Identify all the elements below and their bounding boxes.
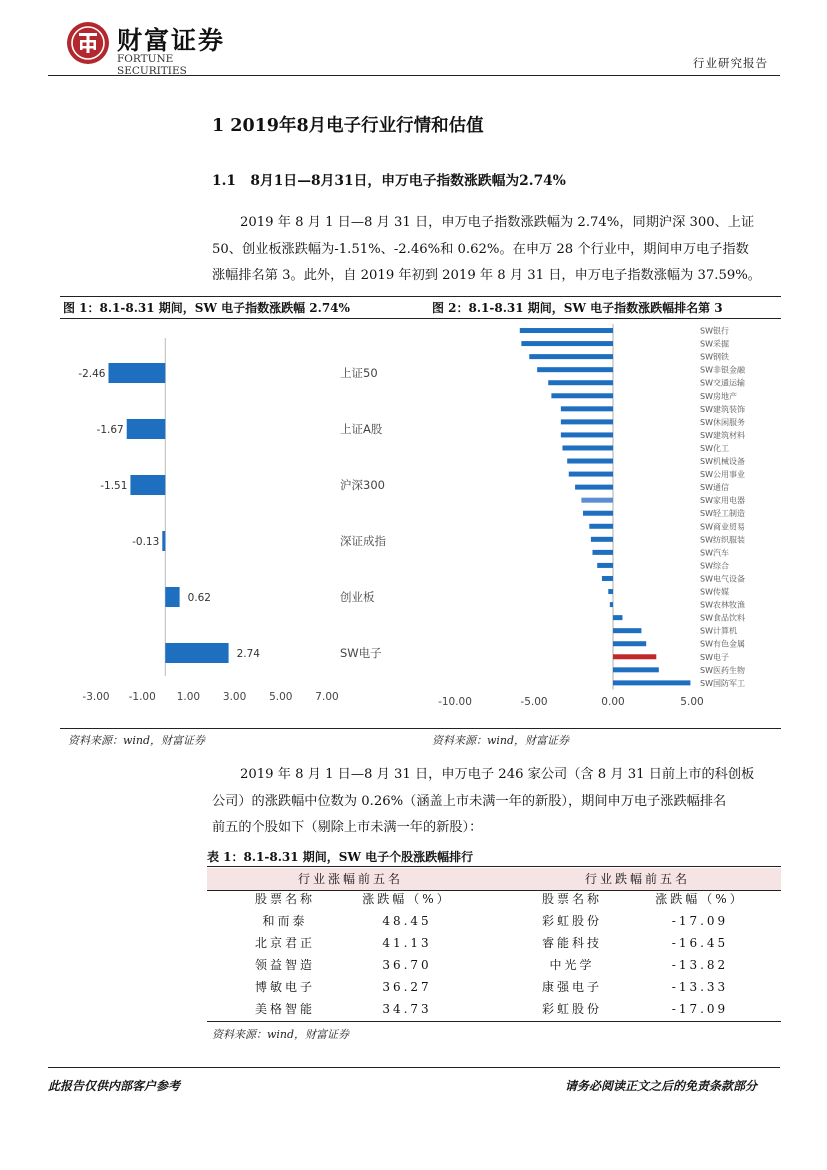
table-cell: 睿能科技: [541, 936, 602, 950]
data-label: 0.62: [187, 592, 212, 604]
table-cell: 41.13: [382, 936, 432, 950]
category-label: 沪深300: [340, 478, 385, 492]
table-cell: -17.09: [671, 914, 729, 928]
category-label: SW建筑材料: [700, 430, 745, 440]
table-row: [207, 954, 781, 976]
x-tick-label: 7.00: [315, 691, 339, 703]
category-label: SW通信: [700, 483, 729, 493]
bar-SW农林牧渔: [610, 602, 613, 607]
bar-SW公用事业: [569, 472, 613, 477]
category-label: SW国防军工: [700, 678, 745, 688]
category-label: SW家用电器: [700, 496, 745, 506]
header-rule: [48, 75, 780, 76]
bar-SW交通运输: [548, 380, 613, 385]
figure-title-rule: [60, 318, 781, 319]
figure-2-chart: [430, 320, 781, 725]
figure-bottom-rule: [60, 728, 781, 729]
table-row: [207, 932, 781, 954]
table-cell: -17.09: [671, 1002, 729, 1016]
bar-SW建筑装饰: [561, 406, 613, 411]
table-cell: 康强电子: [541, 980, 602, 994]
data-label: -1.51: [100, 480, 128, 492]
table-1-source: 资料来源：wind，财富证券: [212, 1028, 350, 1041]
logo-chinese-name: 财富证券: [117, 26, 226, 55]
table-cell: 股票名称: [254, 892, 315, 906]
footer-left: 此报告仅供内部客户参考: [48, 1079, 181, 1093]
table-cell: 博敏电子: [254, 980, 315, 994]
bar-SW电子: [165, 643, 228, 663]
paragraph-1: [212, 210, 780, 290]
table-row: [207, 976, 781, 998]
category-label: SW医药生物: [700, 665, 745, 675]
paragraph-line: 前五的个股如下（剔除上市未满一年的新股）：: [212, 820, 483, 835]
category-label: SW非银金融: [700, 365, 745, 375]
bar-SW电子: [613, 654, 656, 659]
x-tick-label: 5.00: [680, 696, 704, 708]
category-label: SW休闲服务: [700, 417, 745, 427]
paragraph-line: 50、创业板涨跌幅为-1.51%、-2.46%和 0.62%。在申万 28 个行业中，期间申万电子指数: [212, 241, 749, 257]
bar-SW通信: [575, 485, 613, 490]
table-cell: 36.70: [382, 958, 432, 972]
x-tick-label: -10.00: [438, 696, 472, 708]
category-label: SW综合: [700, 561, 729, 571]
table-cell: 彩虹股份: [541, 914, 602, 928]
category-label: SW商业贸易: [700, 522, 745, 532]
paragraph-line: 公司）的涨跌幅中位数为 0.26%（涵盖上市未满一年的新股），期间申万电子涨跌幅排名: [212, 793, 727, 809]
logo-emblem-icon: [65, 20, 111, 66]
bar-SW医药生物: [613, 667, 659, 672]
table-cell: 股票名称: [541, 892, 602, 906]
bar-SW传媒: [608, 589, 613, 594]
x-tick-label: 3.00: [222, 691, 247, 703]
table-cell: 34.73: [382, 1002, 432, 1016]
category-label: SW纺织服装: [700, 535, 745, 545]
table-group-header: 行业涨幅前五名: [297, 872, 403, 886]
category-label: 创业板: [340, 590, 375, 604]
table-column-header-row: [207, 888, 781, 910]
table-group-header: 行业跌幅前五名: [584, 872, 690, 886]
table-cell: 中光学: [549, 958, 595, 972]
category-label: SW电气设备: [700, 574, 745, 584]
table-cell: 和而泰: [262, 914, 308, 928]
category-label: SW钢铁: [700, 352, 729, 362]
category-label: SW传媒: [700, 587, 729, 597]
bar-SW非银金融: [537, 367, 613, 372]
table-group-header-row: [207, 868, 781, 890]
table-top-rule: [207, 866, 781, 867]
table-cell: -13.33: [671, 980, 729, 994]
footer-rule: [48, 1067, 780, 1068]
bar-上证A股: [127, 419, 166, 439]
footer-right: 请务必阅读正文之后的免责条款部分: [565, 1079, 758, 1093]
table-1-title: 表 1：8.1-8.31 期间，SW 电子个股涨跌幅排行: [207, 850, 474, 864]
figure-top-rule: [60, 296, 781, 297]
table-cell: -13.82: [671, 958, 729, 972]
bar-SW钢铁: [529, 354, 613, 359]
data-label: -1.67: [96, 424, 124, 436]
table-cell: 涨跌幅（%）: [362, 892, 452, 906]
bar-SW综合: [597, 563, 613, 568]
section-title: 1 2019年8月电子行业行情和估值: [212, 116, 484, 136]
bar-创业板: [165, 587, 179, 607]
category-label: SW公用事业: [700, 470, 745, 480]
table-cell: -16.45: [671, 936, 729, 950]
bar-SW房地产: [551, 393, 613, 398]
paragraph-line: 涨幅排名第 3。此外，自 2019 年初到 2019 年 8 月 31 日，申万电子指数涨幅为 37.59%。: [212, 268, 761, 283]
category-label: SW计算机: [700, 626, 737, 636]
figure-1-title: 图 1：8.1-8.31 期间，SW 电子指数涨跌幅 2.74%: [63, 301, 350, 315]
figure-2-title: 图 2：8.1-8.31 期间，SW 电子指数涨跌幅排名第 3: [432, 301, 723, 315]
category-label: SW电子: [340, 646, 382, 660]
paragraph-2: [212, 762, 780, 842]
table-bottom-rule: [207, 1021, 781, 1022]
category-label: SW交通运输: [700, 378, 745, 388]
category-label: SW机械设备: [700, 457, 745, 467]
x-tick-label: -3.00: [82, 691, 110, 703]
table-row: [207, 910, 781, 932]
figure-1-source: 资料来源：wind，财富证券: [68, 734, 206, 747]
category-label: SW汽车: [700, 548, 729, 558]
category-label: SW房地产: [700, 391, 737, 401]
table-cell: 彩虹股份: [541, 1002, 602, 1016]
bar-SW商业贸易: [589, 524, 613, 529]
x-tick-label: 1.00: [176, 691, 201, 703]
bar-SW有色金属: [613, 641, 646, 646]
category-label: 上证A股: [340, 422, 383, 436]
document-type: 行业研究报告: [693, 56, 768, 70]
category-label: SW食品饮料: [700, 613, 745, 623]
category-label: SW轻工制造: [700, 509, 745, 519]
bar-SW国防军工: [613, 680, 690, 685]
logo: [65, 20, 245, 77]
bar-SW休闲服务: [561, 419, 613, 424]
x-tick-label: 5.00: [269, 691, 293, 703]
figure-1-chart: [60, 320, 425, 725]
bar-SW电气设备: [602, 576, 613, 581]
category-label: SW采掘: [700, 339, 729, 349]
bar-SW机械设备: [567, 459, 613, 464]
bar-SW家用电器: [581, 498, 613, 503]
paragraph-line: 2019 年 8 月 1 日—8 月 31 日，申万电子指数涨跌幅为 2.74%，同期沪深 300、上证: [240, 215, 755, 230]
bar-上证50: [108, 363, 165, 383]
bar-SW轻工制造: [583, 511, 613, 516]
bar-沪深300: [130, 475, 165, 495]
table-row: [207, 998, 781, 1020]
category-label: 上证50: [340, 366, 378, 380]
table-cell: 36.27: [382, 980, 432, 994]
bar-SW食品饮料: [613, 615, 622, 620]
table-cell: 领益智造: [254, 958, 315, 972]
bar-SW采掘: [521, 341, 613, 346]
paragraph-line: 2019 年 8 月 1 日—8 月 31 日，申万电子 246 家公司（含 8 月 31 日前上市的科创板: [240, 767, 755, 782]
category-label: SW电子: [700, 652, 729, 662]
bar-SW汽车: [592, 550, 613, 555]
bar-深证成指: [162, 531, 165, 551]
category-label: SW有色金属: [700, 639, 745, 649]
table-cell: 涨跌幅（%）: [655, 892, 745, 906]
table-cell: 北京君正: [254, 936, 315, 950]
category-label: SW化工: [700, 443, 729, 453]
bar-SW建筑材料: [561, 432, 613, 437]
category-label: SW银行: [700, 326, 729, 336]
logo-english-name: FORTUNE SECURITIES: [117, 53, 187, 77]
bar-SW化工: [562, 445, 613, 450]
table-cell: 48.45: [382, 914, 432, 928]
data-label: -0.13: [132, 536, 160, 548]
bar-SW计算机: [613, 628, 641, 633]
x-tick-label: -5.00: [520, 696, 548, 708]
x-tick-label: 0.00: [601, 696, 625, 708]
category-label: SW建筑装饰: [700, 404, 745, 414]
section-subtitle: 1.1 8月1日—8月31日，申万电子指数涨跌幅为2.74%: [212, 173, 566, 189]
data-label: 2.74: [236, 648, 260, 660]
data-label: -2.46: [78, 368, 106, 380]
x-tick-label: -1.00: [128, 691, 156, 703]
bar-SW银行: [520, 328, 613, 333]
table-cell: 美格智能: [254, 1002, 315, 1016]
figure-2-source: 资料来源：wind，财富证券: [432, 734, 570, 747]
bar-SW纺织服装: [591, 537, 613, 542]
category-label: SW农林牧渔: [700, 600, 745, 610]
category-label: 深证成指: [340, 534, 386, 548]
